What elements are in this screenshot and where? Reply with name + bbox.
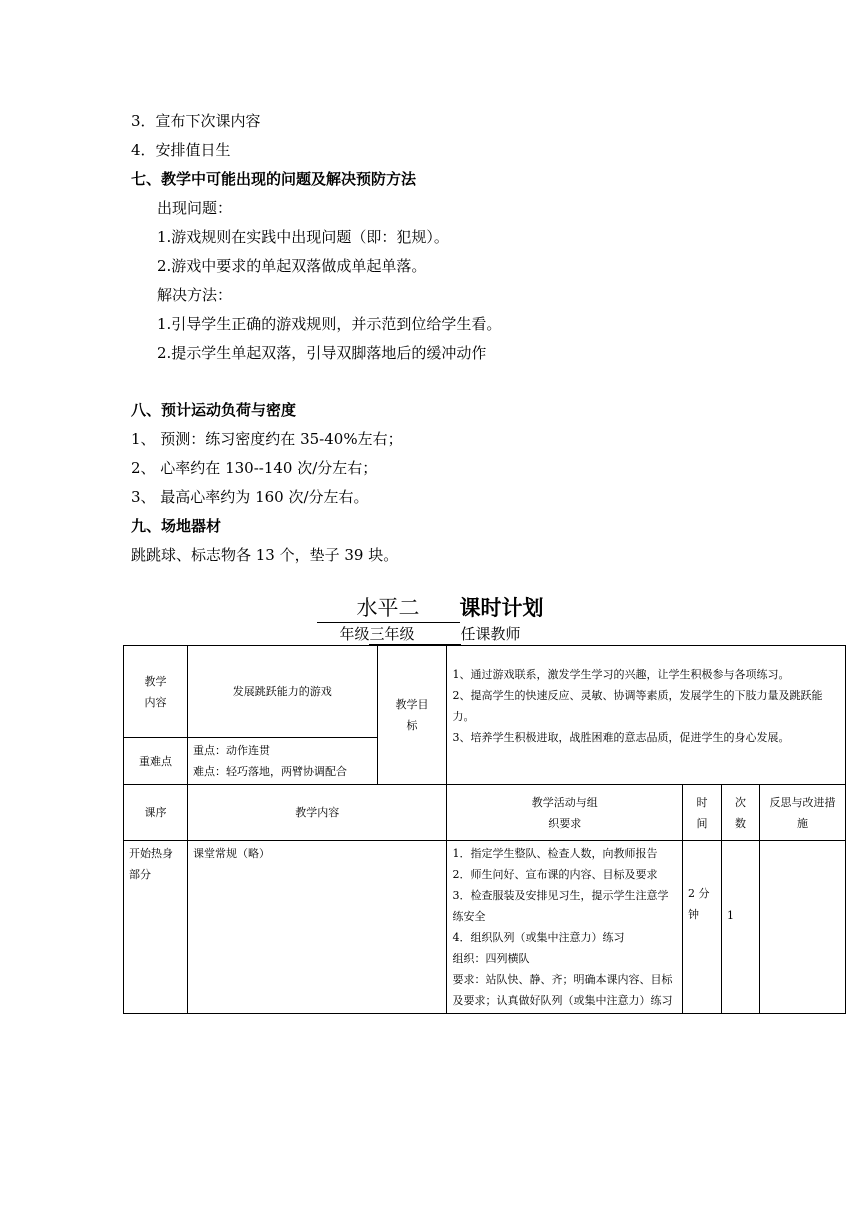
load-item-1: 1、 预测：练习密度约在 35-40%左右；: [131, 430, 403, 448]
load-item-2: 2、 心率约在 130--140 次/分左右；: [131, 459, 378, 477]
problems-label: 出现问题：: [157, 199, 233, 217]
teacher-label: 任课教师: [460, 625, 521, 643]
content-value: 发展跳跃能力的游戏: [232, 685, 332, 698]
problem-1: 1.游戏规则在实践中出现问题（即：犯规）。: [157, 228, 449, 246]
header-reflection: 反思与改进措施: [769, 795, 836, 830]
row1-time: 2 分钟: [688, 887, 710, 921]
header-activity: 教学活动与组织要求: [531, 795, 598, 830]
item-duty-students: 4．安排值日生: [131, 141, 231, 159]
goal-label: 教学目标: [395, 698, 429, 732]
goals-cell: [447, 646, 846, 785]
header-count-cell: [722, 785, 760, 841]
row1-activities-cell: [447, 841, 683, 1014]
problem-2: 2.游戏中要求的单起双落做成单起单落。: [157, 257, 427, 275]
key-label: 重难点: [138, 754, 172, 768]
row1-sequence-cell: [124, 841, 188, 1014]
activity-4: 4．组织队列（或集中注意力）练习: [452, 931, 625, 944]
solutions-label: 解决方法：: [157, 286, 233, 304]
row1-count: 1: [722, 841, 760, 1014]
key-point: 重点：动作连贯: [192, 744, 270, 757]
row1-reflection: [759, 841, 845, 1014]
header-activity-cell: [447, 785, 683, 841]
grade-value: 三年级: [369, 625, 415, 643]
content-value-cell: [187, 646, 377, 738]
equipment-text: 跳跳球、标志物各 13 个，垫子 39 块。: [131, 546, 399, 564]
row1-sequence: 开始热身部分: [129, 847, 173, 881]
solution-1: 1.引导学生正确的游戏规则，并示范到位给学生看。: [157, 315, 502, 333]
key-label-cell: [124, 738, 188, 785]
lesson-plan-table: [123, 645, 846, 1014]
section7-heading: 七、教学中可能出现的问题及解决预防方法: [131, 170, 417, 188]
header-count: 次数: [734, 795, 746, 830]
plan-title-suffix: 课时计划: [459, 596, 544, 620]
activity-2: 2．师生问好、宣布课的内容、目标及要求: [452, 868, 658, 881]
section8-heading: 八、预计运动负荷与密度: [131, 401, 297, 419]
difficult-point: 难点：轻巧落地，两臂协调配合: [192, 765, 347, 778]
header-time-cell: [683, 785, 722, 841]
activity-1: 1．指定学生整队、检查人数，向教师报告: [452, 847, 658, 860]
activity-3: 3．检查服装及安排见习生，提示学生注意学练安全: [452, 889, 669, 923]
header-time: 时间: [696, 795, 708, 830]
header-reflection-cell: [759, 785, 845, 841]
activity-requirements: 要求：站队快、静、齐；明确本课内容、目标及要求；认真做好队列（或集中注意力）练习: [452, 973, 673, 1007]
load-item-3: 3、 最高心率约为 160 次/分左右。: [131, 488, 369, 506]
item-announce-next: 3．宣布下次课内容: [131, 112, 261, 130]
goal-label-cell: [377, 646, 447, 785]
level-value: 水平二: [317, 594, 460, 623]
content-label: 教学内容: [144, 674, 167, 709]
solution-2: 2.提示学生单起双落，引导双脚落地后的缓冲动作: [157, 344, 487, 362]
goal-1: 1、通过游戏联系，激发学生学习的兴趣，让学生积极参与各项练习。: [452, 668, 790, 681]
grade-underline: [415, 628, 461, 645]
plan-title: [0, 594, 860, 623]
plan-subtitle: [0, 624, 860, 645]
section9-heading: 九、场地器材: [131, 517, 222, 535]
header-sequence: 课序: [124, 785, 188, 841]
row1-content: 课堂常规（略）: [187, 841, 446, 1014]
goal-3: 3、培养学生积极进取，战胜困难的意志品质，促进学生的身心发展。: [452, 731, 790, 744]
key-points-cell: [187, 738, 377, 785]
goal-2: 2、提高学生的快速反应、灵敏、协调等素质，发展学生的下肢力量及跳跃能力。: [452, 689, 823, 723]
activity-organization: 组织：四列横队: [452, 952, 530, 965]
header-content: 教学内容: [187, 785, 446, 841]
content-label-cell: [124, 646, 188, 738]
grade-label: 年级: [339, 625, 370, 643]
row1-time-cell: [683, 841, 722, 1014]
